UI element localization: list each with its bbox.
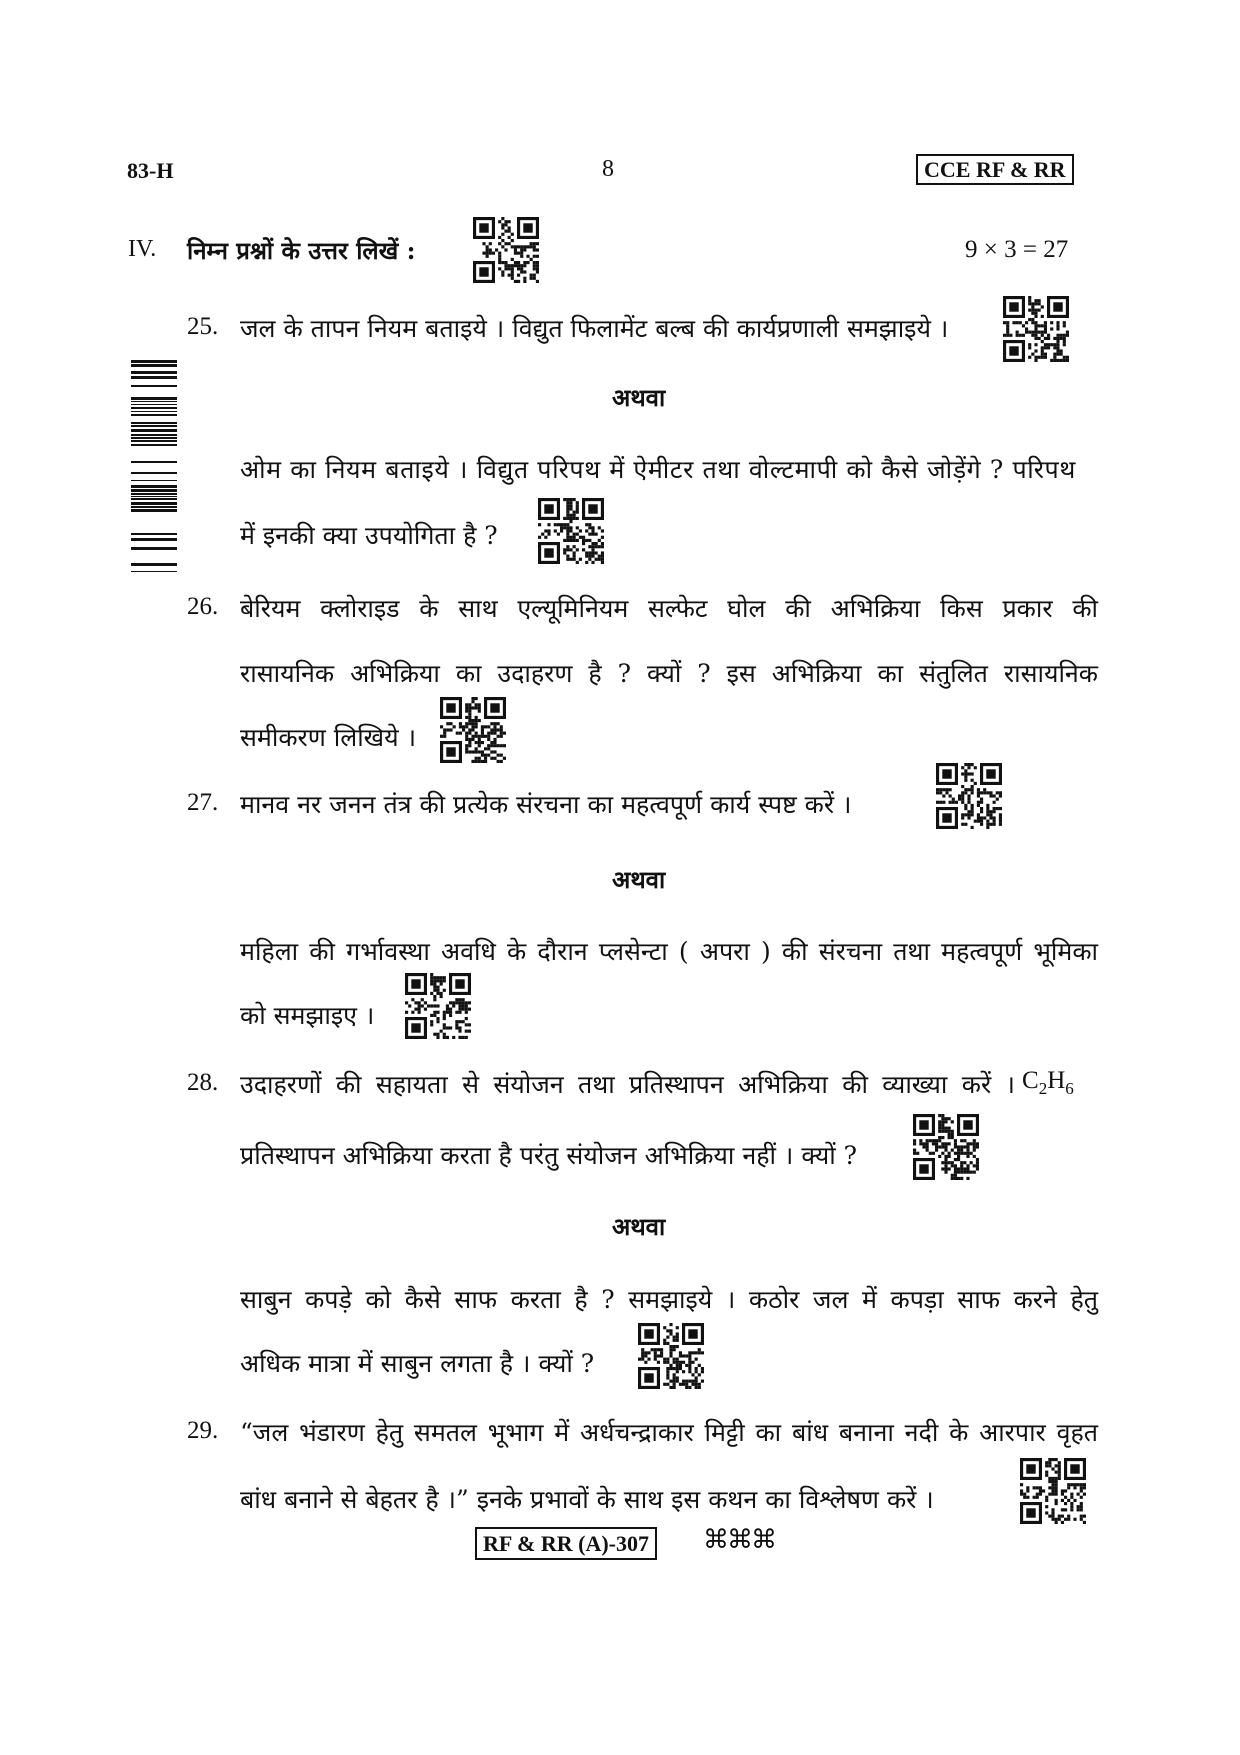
question-number: 26. [187, 593, 219, 620]
qr-code-icon [1003, 296, 1069, 362]
formula-hydrogen-subscript: 6 [1065, 1079, 1074, 1098]
question-text: अधिक मात्रा में साबुन लगता है । क्यों ? [240, 1349, 595, 1378]
question-number: 29. [187, 1417, 219, 1444]
qr-code-icon [473, 217, 539, 283]
question-text-line: ओम का नियम बताइये । विद्युत परिपथ में ऐमीटर तथा वोल्टमापी को कैसे जोड़ेंगे ? परिपथ [240, 455, 1076, 484]
question-text: बेरियम क्लोराइड के साथ एल्यूमिनियम सल्फेट घोल की अभिक्रिया किस प्रकार की [240, 594, 1098, 623]
question-text: जल के तापन नियम बताइये । विद्युत फिलामेंट बल्ब की कार्यप्रणाली समझाइये । [240, 314, 949, 343]
or-label: अथवा [612, 865, 666, 894]
question-text [240, 452, 1098, 486]
question-number: 27. [187, 789, 219, 816]
or-label: अथवा [612, 383, 666, 412]
qr-code-icon [440, 697, 506, 763]
question-text: प्रतिस्थापन अभिक्रिया करता है परंतु संयोजन अभिक्रिया नहीं । क्यों ? [240, 1141, 858, 1170]
qr-code-icon [913, 1114, 979, 1180]
section-number: IV. [128, 236, 157, 262]
qr-code-icon [405, 973, 471, 1039]
question-text: बांध बनाने से बेहतर है ।” इनके प्रभावों के साथ इस कथन का विश्लेषण करें । [240, 1485, 934, 1514]
question-number: 25. [187, 313, 219, 340]
question-text: रासायनिक अभिक्रिया का उदाहरण है ? क्यों ? इस अभिक्रिया का संतुलित रासायनिक [240, 659, 1098, 688]
footer-code-box: RF & RR (A)-307 [475, 1527, 657, 1560]
formula-carbon-subscript: 2 [1038, 1079, 1048, 1098]
chemical-formula [1022, 1067, 1074, 1099]
question-text: में इनकी क्या उपयोगिता है ? [240, 521, 498, 550]
footer-ornament-icon: ⌘⌘⌘ [703, 1525, 775, 1555]
section-instruction: निम्न प्रश्नों के उत्तर लिखें : [187, 236, 416, 265]
qr-code-icon [936, 763, 1002, 829]
paper-code: 83-H [127, 158, 174, 183]
barcode-icon [131, 360, 177, 573]
question-text: साबुन कपड़े को कैसे साफ करता है ? समझाइये । कठोर जल में कपड़ा साफ करने हेतु [240, 1285, 1098, 1314]
qr-code-icon [538, 498, 604, 564]
question-text: “जल भंडारण हेतु समतल भूभाग में अर्धचन्द्राकार मिट्टी का बांध बनाना नदी के आरपार वृहत [240, 1418, 1098, 1447]
question-text: उदाहरणों की सहायता से संयोजन तथा प्रतिस्थापन अभिक्रिया की व्याख्या करें । [240, 1070, 1015, 1099]
question-text: मानव नर जनन तंत्र की प्रत्येक संरचना का महत्वपूर्ण कार्य स्पष्ट करें । [240, 790, 852, 819]
section-marks: 9 × 3 = 27 [965, 236, 1069, 263]
page-number: 8 [602, 156, 614, 182]
question-number: 28. [187, 1069, 219, 1096]
formula-hydrogen: H [1047, 1067, 1066, 1094]
question-text: महिला की गर्भावस्था अवधि के दौरान प्लसेन्टा ( अपरा ) की संरचना तथा महत्वपूर्ण भूमिका [240, 937, 1098, 966]
question-text: समीकरण लिखिये । [240, 723, 417, 752]
or-label: अथवा [612, 1212, 666, 1241]
formula-carbon: C [1022, 1067, 1039, 1094]
qr-code-icon [1020, 1458, 1086, 1524]
exam-label-box: CCE RF & RR [916, 154, 1074, 185]
qr-code-icon [638, 1323, 704, 1389]
question-text: को समझाइए । [240, 1001, 375, 1030]
